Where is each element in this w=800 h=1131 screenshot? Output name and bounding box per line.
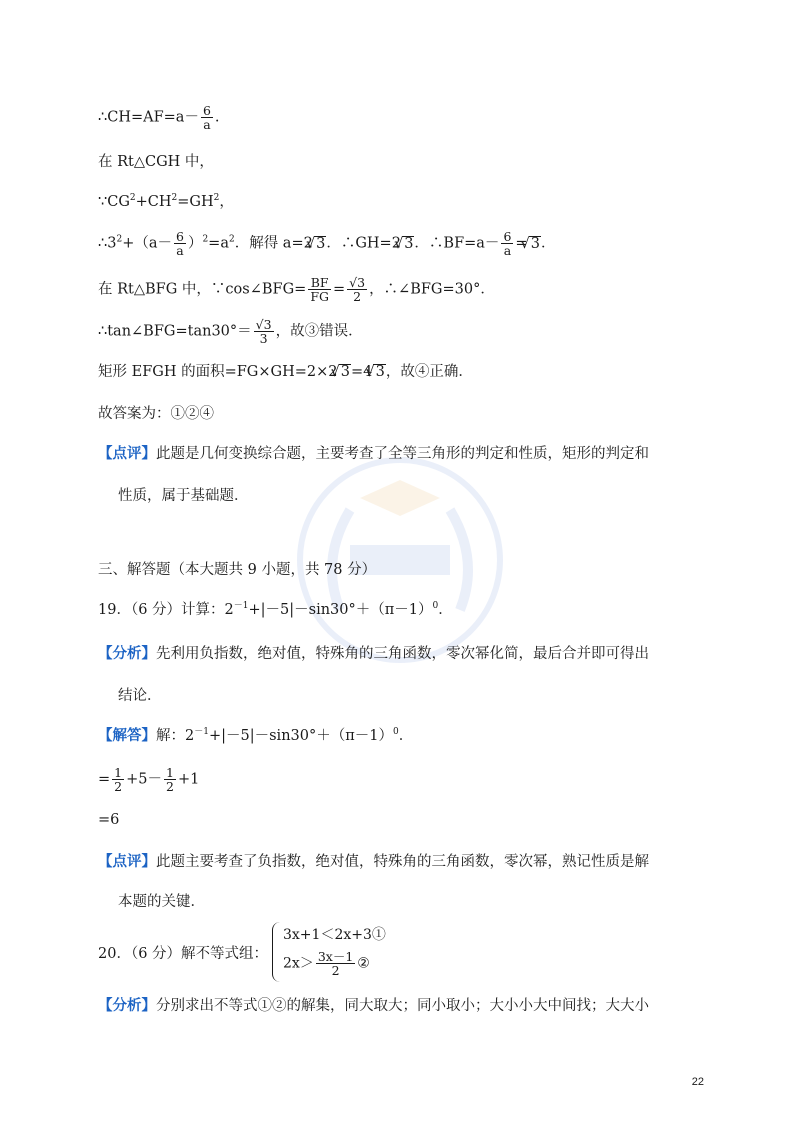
line-tan-bfg: ∴tan∠BFG=tan30°＝ $\frac{√3}{3}$ ，故③错误． <box>98 317 363 346</box>
q19-analysis-1: 【分析】先利用负指数，绝对值，特殊角的三角函数，零次幂化简，最后合并即可得出 <box>98 645 649 662</box>
system-brace <box>272 922 281 982</box>
q19-review-2: 本题的关键． <box>118 894 205 910</box>
q20-analysis-1: 【分析】分别求出不等式①②的解集，同大取大；同小取小；大小小大中间找；大大小 <box>98 997 649 1014</box>
line-review-2: 性质，属于基础题． <box>118 488 249 504</box>
line-rt-cgh: 在 Rt△CGH 中， <box>98 154 214 170</box>
q19-solution: 【解答】解：$2^{-1}+|-5|-\sin 30^\circ+(\pi-1)^0$． <box>98 727 414 744</box>
q19-review-1: 【点评】此题主要考查了负指数，绝对值，特殊角的三角函数，零次幂，熟记性质是解 <box>98 853 649 870</box>
analysis-tag: 【分析】 <box>98 645 156 662</box>
line-pythagoras: $\because CG^2+CH^2=GH^2$， <box>98 193 234 210</box>
line-answer: 故答案为：①②④ <box>98 406 214 422</box>
review-tag: 【点评】 <box>98 445 156 462</box>
page-number: 22 <box>691 1076 704 1088</box>
review-tag: 【点评】 <box>98 853 156 870</box>
line-cos-bfg: 在 Rt△BFG 中，∵cos∠BFG= $\frac{BF}{FG}$ = $\frac{√3}{2}$ ，∴∠BFG=30°． <box>98 275 495 304</box>
line-review-1: 【点评】此题是几何变换综合题，主要考查了全等三角形的判定和性质，矩形的判定和 <box>98 445 649 462</box>
question-19: 19．（6 分）计算：$2^{-1}+|-5|-\sin 30^\circ+(\pi-1)^0$． <box>98 601 453 618</box>
section-heading: 三、解答题（本大题共 9 小题，共 78 分） <box>98 562 377 578</box>
analysis-tag: 【分析】 <box>98 997 156 1014</box>
q19-analysis-2: 结论． <box>118 688 162 704</box>
question-20: 20．（6 分）解不等式组： <box>98 946 269 962</box>
q20-inequality-1: 3x+1＜2x+3① <box>283 927 386 943</box>
q19-step-2: =6 <box>98 812 120 828</box>
line-ch-af: ∴CH=AF=a－ $\frac{6}{a}$ . <box>98 103 220 132</box>
q19-step-1: = $\frac{1}{2}$ +5－ $\frac{1}{2}$ +1 <box>98 765 200 794</box>
solution-tag: 【解答】 <box>98 727 156 744</box>
line-solve-a: $\therefore 3^2+(a-$ $\frac{6}{a}$ ）$^2=a^2$．解得 a=2√ 3．∴GH=2√ 3．∴BF=a－ $\frac{6}{a}$ =√ 3． <box>98 230 556 257</box>
q20-inequality-2: 2x＞ $\frac{3x-1}{2}$ ② <box>283 949 370 978</box>
line-rect-area: 矩形 EFGH 的面积=FG×GH=2×2√ 3=4√ 3，故④正确． <box>98 362 473 382</box>
